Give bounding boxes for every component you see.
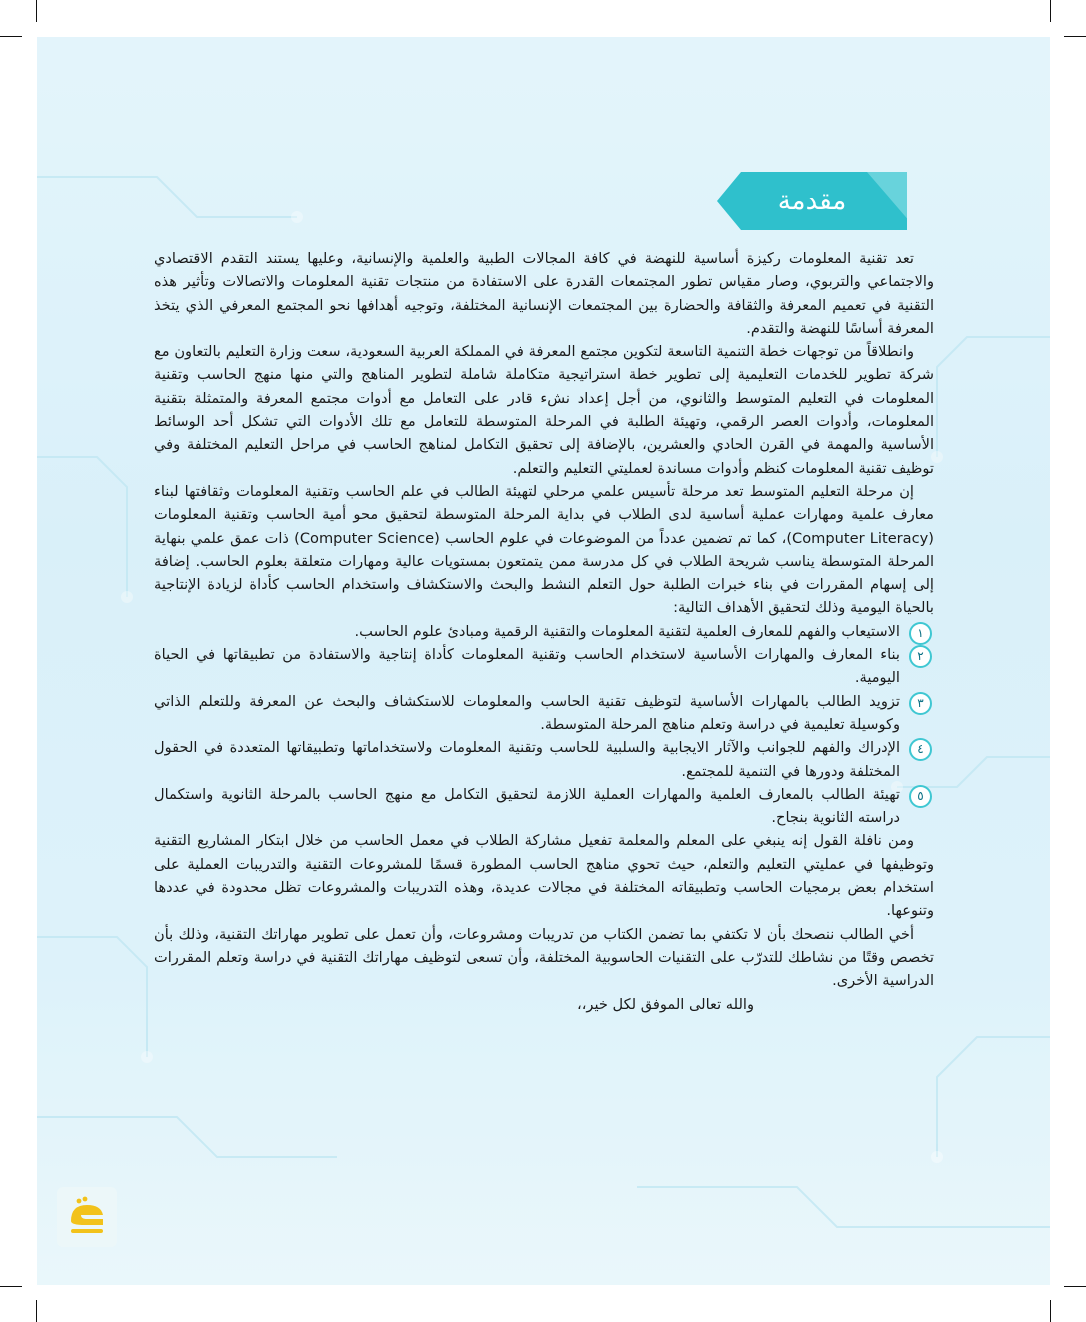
page-title: مقدمة bbox=[777, 186, 847, 216]
goal-text: تهيئة الطالب بالمعارف العلمية والمهارات العملية اللازمة لتحقيق التكامل مع منهج الحاسب بالمرحلة الثانوية واستكمال دراسته الثانوية بنجاح. bbox=[154, 785, 900, 827]
crop-mark bbox=[36, 0, 37, 22]
crop-mark bbox=[36, 1300, 37, 1322]
page bbox=[37, 37, 1050, 1285]
list-item bbox=[154, 783, 934, 830]
paragraph: تعد تقنية المعلومات ركيزة أساسية للنهضة في كافة المجالات الطبية والعلمية والإنسانية، وعليها يستند التقدم الاقتصادي والاجتماعي والتربوي، وصار مقياس تطور المجتمعات القدرة على الاستفادة من منتجات تقنية المعلومات والاتصالات وتأثير هذه التقنية في تعميم المعرفة والثقافة والحضارة بين المجتمعات الإنسانية المختلفة، وتوجيه أهدافها نحو المجتمع المعرفي الذي يتخذ المعرفة أساسًا للنهضة والتقدم. bbox=[154, 250, 934, 337]
list-item bbox=[154, 736, 934, 783]
tatweer-logo-icon bbox=[57, 1187, 117, 1247]
crop-mark bbox=[1064, 36, 1086, 37]
crop-mark bbox=[0, 36, 22, 37]
paragraph: وانطلاقاً من توجهات خطة التنمية التاسعة لتكوين مجتمع المعرفة في المملكة العربية السعودية، سعت وزارة التعليم بالتعاون مع شركة تطوير للخدمات التعليمية إلى تطوير خطة استراتيجية متكاملة شاملة لتطوير المناهج والتي منها منهج الحاسب وتقنية المعلومات في التعليم المتوسط والثانوي، من أجل إعداد نشء قادر على التعامل مع أدوات مجتمع المعرفة والمتمثلة بتقنية المعلومات، وأدوات العصر الرقمي، وتهيئة الطلبة في المرحلة المتوسطة للتعامل مع تلك الأدوات التي تشكل أحد الوسائط الأساسية والمهمة في القرن الحادي والعشرين، بالإضافة إلى تحقيق التكامل لمناهج الحاسب في مراحل التعليم المختلفة وفي توظيف تقنية المعلومات كنظم وأدوات مساندة لعمليتي التعليم والتعلم. bbox=[154, 343, 934, 477]
goal-number-badge: ٥ bbox=[909, 785, 932, 808]
list-item bbox=[154, 620, 934, 643]
goal-number-badge: ١ bbox=[909, 622, 932, 645]
paragraph: إن مرحلة التعليم المتوسط تعد مرحلة تأسيس علمي مرحلي لتهيئة الطالب في علم الحاسب وتقنية المعلومات وثقافتها لبناء معارف علمية ومهارات عملية أساسية لدى الطلاب في بداية المرحلة المتوسطة لتحقيق محو أمية الحاسب وتقنية المعلومات (Computer Literacy)، كما تم تضمين عدداً من الموضوعات في علوم الحاسب (Computer Science) ذات عمق علمي بنهاية المرحلة المتوسطة يناسب شريحة الطلاب في كل مدرسة ممن يتمتعون بمستويات عالية ومهارات متعلقة بعلوم الحاسب. إضافة إلى إسهام المقررات في بناء خبرات الطلبة حول التعلم النشط والبحث والاستكشاف واستخدام الحاسب كأداة لزيادة الإنتاجية بالحياة اليومية وذلك لتحقيق الأهداف التالية: bbox=[154, 482, 934, 617]
goal-text: الاستيعاب والفهم للمعارف العلمية لتقنية المعلومات والتقنية الرقمية ومبادئ علوم الحاسب. bbox=[354, 622, 900, 640]
goal-text: الإدراك والفهم للجوانب والآثار الايجابية والسلبية للحاسب وتقنية المعلومات ولاستخداماتها وتطبيقاتها المتعددة في الحقول المختلفة ودورها في التنمية للمجتمع. bbox=[154, 739, 900, 780]
list-item bbox=[154, 643, 934, 690]
paragraph: أخي الطالب ننصحك بأن لا تكتفي بما تضمن الكتاب من تدريبات ومشروعات، وأن تعمل على تطوير مهاراتك التقنية، وذلك بأن تخصص وقتًا من نشاطك للتدرّب على التقنيات الحاسوبية المختلفة، وأن تسعى لتوظيف مهاراتك التقنية في دراسة وتعلم المقررات الدراسية الأخرى. bbox=[154, 925, 934, 990]
list-item bbox=[154, 690, 934, 737]
paragraph: ومن نافلة القول إنه ينبغي على المعلم والمعلمة تفعيل مشاركة الطلاب في معمل الحاسب من خلال ابتكار المشاريع التقنية وتوظيفها في عمليتي التعليم والتعلم، حيث تحوي مناهج الحاسب المطورة قسمًا للمشروعات التقنية والتدريبات العملية على استخدام بعض برمجيات الحاسب وتطبيقاته المختلفة في مجالات عديدة، وهذه التدريبات والمشروعات تظل محدودة في عددها وتنوعها. bbox=[154, 832, 934, 920]
goal-number-badge: ٣ bbox=[909, 692, 932, 715]
crop-mark bbox=[1050, 0, 1051, 22]
document-body bbox=[154, 247, 934, 1016]
crop-mark bbox=[1064, 1286, 1086, 1287]
crop-mark bbox=[0, 1286, 22, 1287]
closing-line: والله تعالى الموفق لكل خير،، bbox=[577, 995, 754, 1013]
crop-mark bbox=[1050, 1300, 1051, 1322]
goal-number-badge: ٤ bbox=[909, 738, 932, 761]
goal-text: تزويد الطالب بالمهارات الأساسية لتوظيف تقنية الحاسب والمعلومات للاستكشاف والبحث عن المعرفة وللتعلم الذاتي وكوسيلة تعليمية في دراسة وتعلم مناهج المرحلة المتوسطة. bbox=[154, 692, 900, 733]
goal-text: بناء المعارف والمهارات الأساسية لاستخدام الحاسب وتقنية المعلومات كأداة إنتاجية والاستفادة من تطبيقاتها في الحياة اليومية. bbox=[154, 646, 900, 687]
goals-list bbox=[154, 620, 934, 830]
goal-number-badge: ٢ bbox=[909, 645, 932, 668]
